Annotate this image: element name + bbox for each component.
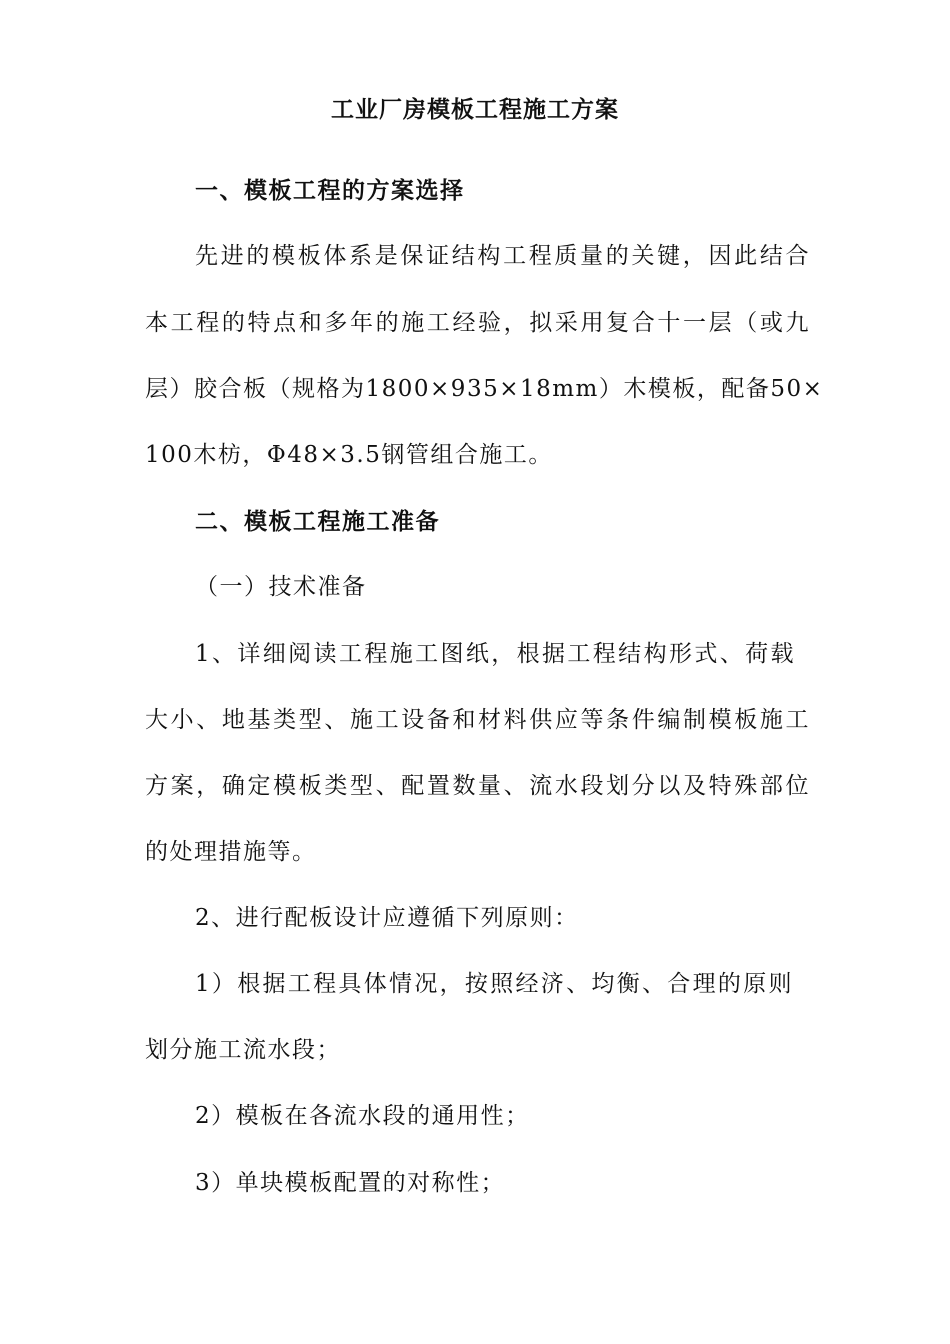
paragraph-line: 先进的模板体系是保证结构工程质量的关键，因此结合	[195, 243, 810, 269]
section-heading-2: 二、模板工程施工准备	[195, 508, 440, 535]
paragraph-line: 大小、地基类型、施工设备和材料供应等条件编制模板施工	[145, 707, 810, 733]
paragraph-line: 划分施工流水段；	[145, 1037, 341, 1063]
list-item: 2）模板在各流水段的通用性；	[195, 1103, 530, 1129]
paragraph-line: 本工程的特点和多年的施工经验，拟采用复合十一层（或九	[145, 310, 810, 336]
document-title: 工业厂房模板工程施工方案	[331, 96, 619, 123]
section-heading-1: 一、模板工程的方案选择	[195, 177, 465, 204]
paragraph-line: 层）胶合板（规格为1800×935×18mm）木模板，配备50×	[145, 376, 824, 402]
paragraph-line: 2、进行配板设计应遵循下列原则：	[195, 905, 579, 931]
list-item: 3）单块模板配置的对称性；	[195, 1170, 506, 1196]
paragraph-line: 的处理措施等。	[145, 839, 317, 865]
paragraph-line: 100木枋，Φ48×3.5钢管组合施工。	[145, 442, 553, 468]
list-item: 1）根据工程具体情况，按照经济、均衡、合理的原则	[195, 971, 793, 997]
subsection-heading: （一）技术准备	[195, 574, 367, 600]
paragraph-line: 方案，确定模板类型、配置数量、流水段划分以及特殊部位	[145, 773, 810, 799]
paragraph-line: 1、详细阅读工程施工图纸，根据工程结构形式、荷载	[195, 641, 795, 667]
